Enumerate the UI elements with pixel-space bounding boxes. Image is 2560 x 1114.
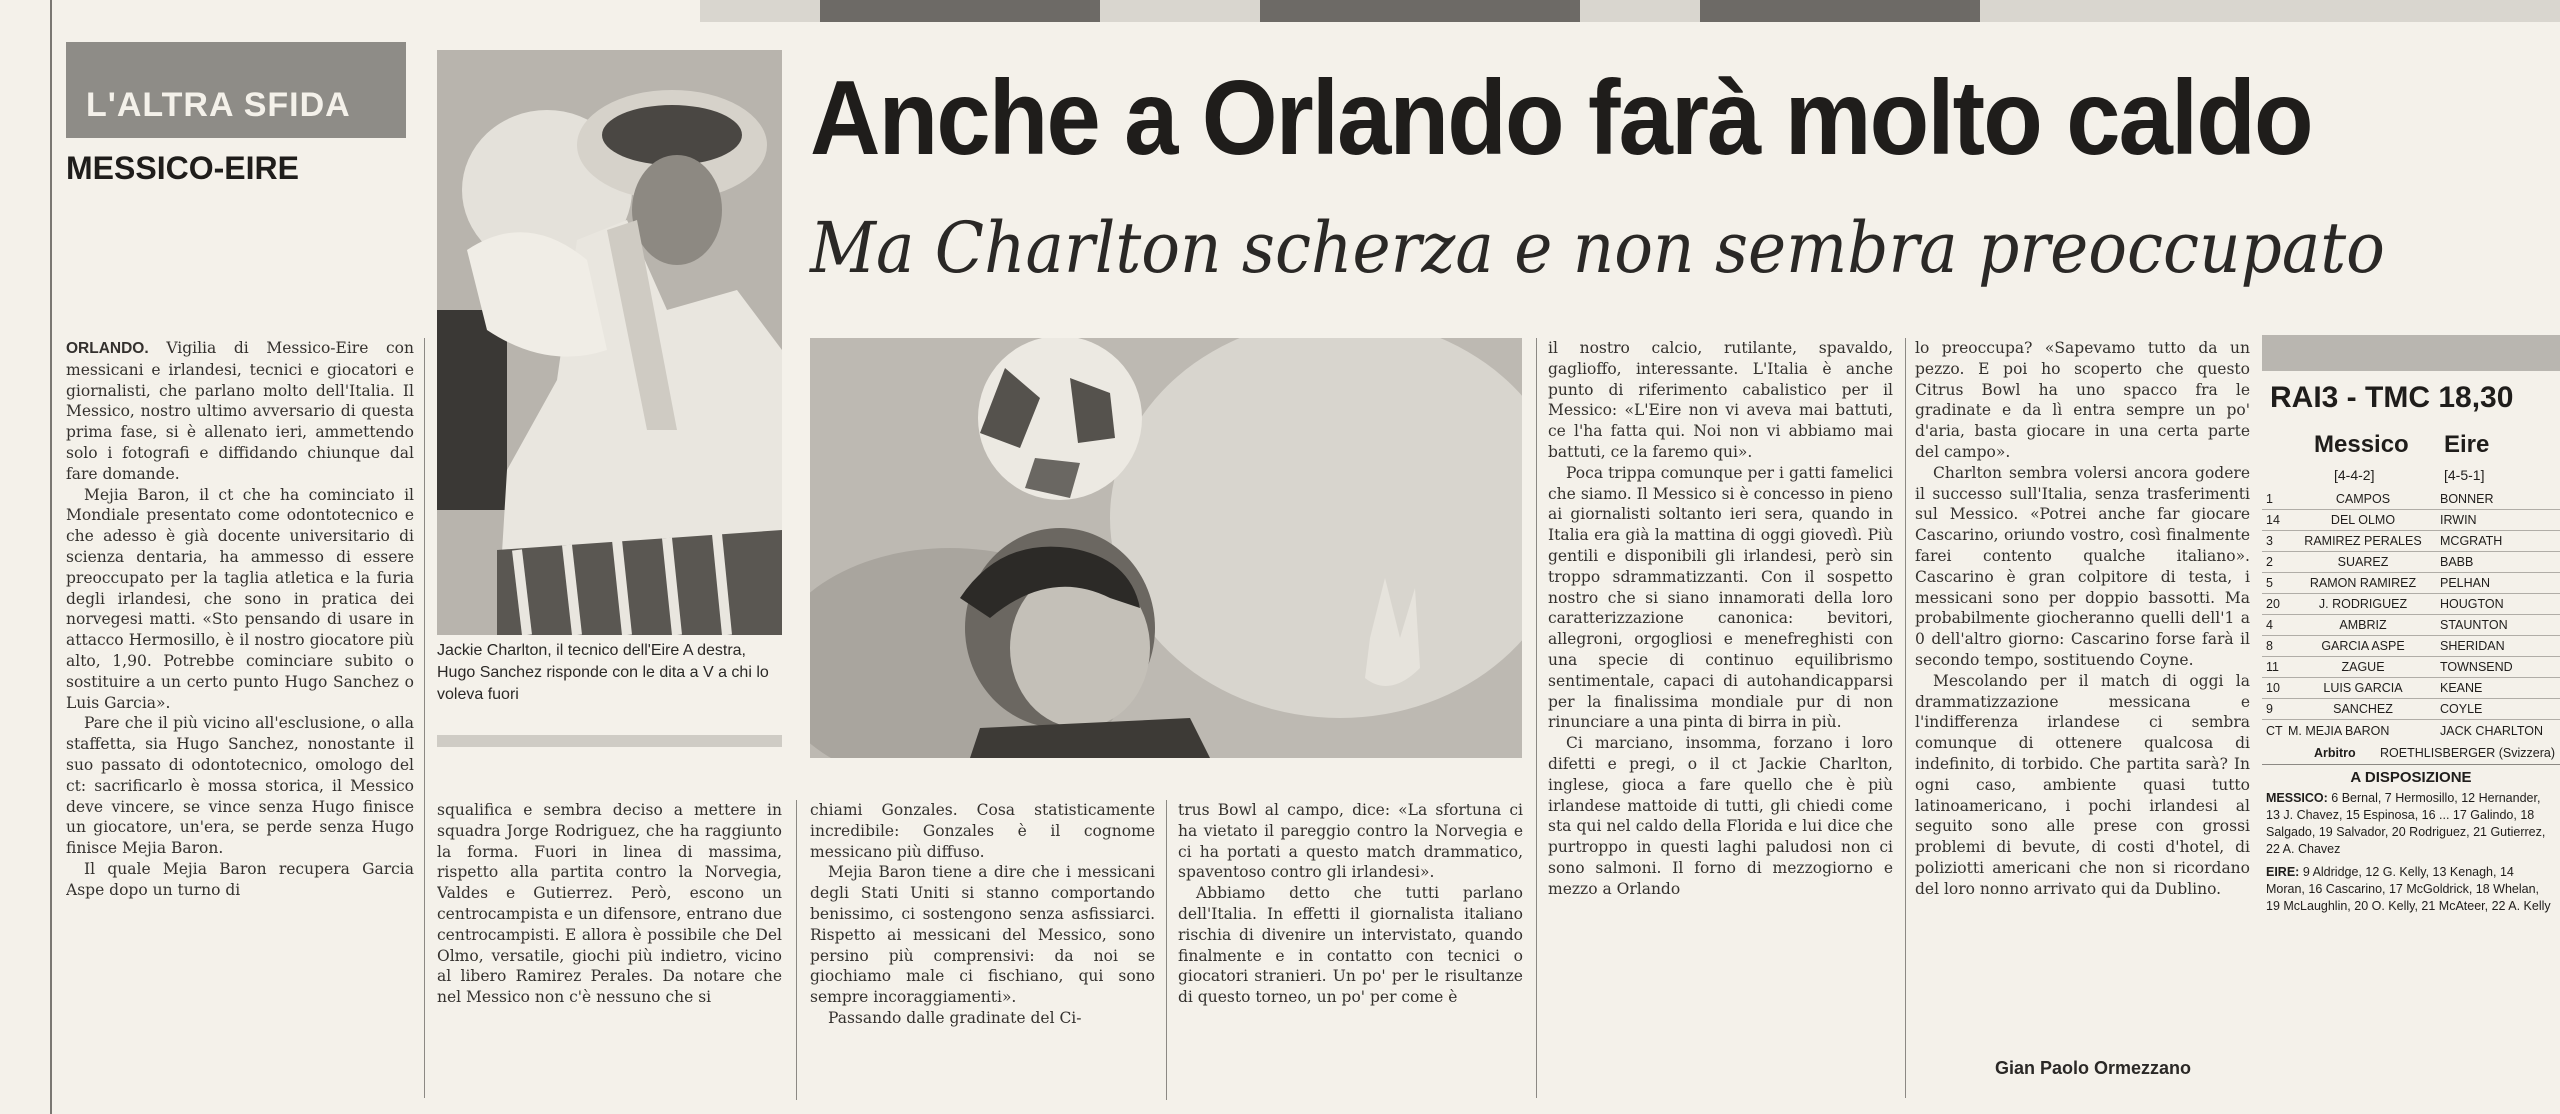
- lineup-row: 2 SUAREZ BABB: [2262, 552, 2560, 573]
- lineup-row: 4 AMBRIZ STAUNTON: [2262, 615, 2560, 636]
- tv-channels-time: RAI3 - TMC 18,30: [2270, 381, 2514, 414]
- article-paragraph: Passando dalle gradinate del Ci-: [828, 1008, 1082, 1027]
- article-column-6: [1915, 338, 2250, 1048]
- team-a-name: Messico: [2314, 431, 2409, 458]
- article-paragraph: Mescolando per il match di oggi la drammatizzazione messicana e l'indifferenza irlandese ci sembra comunque di ottenere qualcosa di indefinito, di torbido. Che partita sarà? In ogni caso, ambiente quasi tutto latinoamericano, i pochi irlandesi al seguito sono alle prese con grossi problemi di bevute, di costi d'hotel, di poliziotti americani che non si ricordano del loro nonno arrivato qui da Dublino.: [1915, 671, 2250, 898]
- caption-separator: [437, 735, 782, 747]
- article-paragraph: lo preoccupa? «Sapevamo tutto da un pezzo. E poi ho scoperto che questo Citrus Bowl ha uno spacco fra le gradinate e da lì entra sempre un po' d'aria, basta giocare in una certa parte del campo».: [1915, 339, 2250, 461]
- reserves-title: A DISPOSIZIONE: [2262, 764, 2560, 790]
- lineup-row: 9 SANCHEZ COYLE: [2262, 699, 2560, 720]
- lineup-row: 8 GARCIA ASPE SHERIDAN: [2262, 636, 2560, 657]
- lineup-row: 20 J. RODRIGUEZ HOUGTON: [2262, 594, 2560, 615]
- referee-label: Arbitro: [2314, 746, 2356, 760]
- article-paragraph: Charlton sembra volersi ancora godere il successo sull'Italia, senza trasferimenti sul Messico. «Potrei anche far giocare Cascarino, oriundo vostro, così finalmente farei contento qualche italiano». Cascarino è gran colpitore di testa, i messicani sono per doppio bassotti. Ma probabilmente giocheranno quelli dell'1 a 0 dell'altro giorno: Cascarino forse farà il secondo tempo, sostituendo Coyne.: [1915, 463, 2250, 669]
- article-column-2: [437, 800, 782, 1100]
- column-rule: [424, 338, 425, 1098]
- article-paragraph: Ci marciano, insomma, forzano i loro difetti e pregi, o il ct Jackie Charlton, inglese, gioca a fare quello che è più irlandese mattoide di tutti, gli chiedi come sta qui nel caldo della Florida e lui dice che purtroppo in questi laghi paludosi non ci sono salmoni. Il forno di mezzogiorno e mezzo a Orlando: [1548, 734, 1893, 898]
- lineup-table: [2262, 489, 2560, 915]
- match-info-box: [2262, 335, 2560, 1055]
- photo-sanchez: [810, 338, 1522, 758]
- column-rule: [1166, 800, 1167, 1100]
- reserves-eire: EIRE: 9 Aldridge, 12 G. Kelly, 13 Kenagh, 14 Moran, 16 Cascarino, 17 McGoldrick, 18 Whelan, 19 McLaughlin, 20 O. Kelly, 21 McAteer, 22 A. Kelly: [2266, 865, 2551, 913]
- photo-caption: Jackie Charlton, il tecnico dell'Eire A destra, Hugo Sanchez risponde con le dita a V a chi lo voleva fuori: [437, 642, 769, 703]
- byline: Gian Paolo Ormezzano: [1995, 1058, 2192, 1078]
- article-column-4: [1178, 800, 1523, 1100]
- coaches-row: [2262, 720, 2560, 742]
- article-paragraph: Pare che il più vicino all'esclusione, o alla staffetta, sia Hugo Sanchez, nonostante il suo passato di odontotecnico, omologo del ct: sacrificarlo è mossa storica, il Messico deve vincere, se vince senza Hugo finisce un giocatore, un'era, se perde senza Hugo finisce Mejia Baron.: [66, 714, 414, 858]
- photo-charlton-image: [437, 50, 782, 635]
- article-paragraph: Il quale Mejia Baron recupera Garcia Aspe dopo un turno di: [66, 859, 414, 899]
- match-label: MESSICO-EIRE: [66, 150, 299, 186]
- top-strip-photo: [1260, 0, 1580, 22]
- subheadline: Ma Charlton scherza e non sembra preoccupato: [810, 207, 2385, 289]
- reserves-mexico: MESSICO: 6 Bernal, 7 Hermosillo, 12 Hernander, 13 J. Chavez, 15 Espinosa, 16 ... 17 Galindo, 18 Salgado, 19 Salvador, 20 Rodriguez, 21 Gutierrez, 22 A. Chavez: [2266, 791, 2546, 856]
- article-paragraph: Mejia Baron tiene a dire che i messicani degli Stati Uniti si stanno comportando benissimo, ci sostengono senza asfissiarci. Rispetto ai messicani del Messico, sono persino più comprensivi: da noi se giochiamo male ci fischiano, qui sono sempre incoraggiamenti».: [810, 863, 1155, 1007]
- coach-b: JACK CHARLTON: [2440, 724, 2544, 738]
- coach-a: M. MEJIA BARON: [2288, 724, 2390, 738]
- team-a-formation: [4-4-2]: [2334, 467, 2375, 483]
- photo-charlton: [437, 50, 782, 635]
- lineup-row: 3 RAMIREZ PERALES MCGRATH: [2262, 531, 2560, 552]
- article-paragraph: chiami Gonzales. Cosa statisticamente incredibile: Gonzales è il cognome messicano più diffuso.: [810, 801, 1155, 861]
- article-paragraph: Abbiamo detto che tutti parlano dell'Italia. In effetti il giornalista italiano rischia di divenire un intervistato, quando finalmente e in contatto con tecnici o giocatori stranieri. Un po' per le risultanze di questo torneo, un po' per come è: [1178, 884, 1523, 1007]
- article-column-1: [66, 338, 414, 1098]
- article-paragraph: ORLANDO. Vigilia di Messico-Eire con messicani e irlandesi, tecnici e giocatori e giornalisti, che parlano molto dell'Italia. Il Messico, nostro ultimo avversario di questa prima fase, si è allenato ieri, ammettendo solo i fotografi e diffidando chiunque dal fare domande.: [66, 339, 414, 483]
- column-rule: [1536, 338, 1537, 1098]
- referee-name: ROETHLISBERGER (Svizzera): [2380, 746, 2556, 760]
- article-paragraph: il nostro calcio, rutilante, spavaldo, gaglioffo, interessante. L'Italia è anche punto di riferimento cabalistico per il Messico: «L'Eire non vi aveva mai battuti, ce l'ha fatta qui. Noi non vi abbiamo mai battuti, ce la faremo qui».: [1548, 339, 1893, 461]
- lineup-row: 14 DEL OLMO IRWIN: [2262, 510, 2560, 531]
- top-strip-photo: [1700, 0, 1980, 22]
- section-kicker: [66, 42, 406, 138]
- top-photo-strip: [700, 0, 2560, 22]
- article-column-3: [810, 800, 1155, 1100]
- referee-row: [2262, 742, 2560, 764]
- lineup-row: 10 LUIS GARCIA KEANE: [2262, 678, 2560, 699]
- kicker-label: L'ALTRA SFIDA: [86, 86, 351, 124]
- lineup-row: 5 RAMON RAMIREZ PELHAN: [2262, 573, 2560, 594]
- column-rule: [1905, 338, 1906, 1098]
- box-header-bar: [2262, 335, 2560, 371]
- headline: Anche a Orlando farà molto caldo: [810, 59, 2312, 177]
- article-paragraph: Mejia Baron, il ct che ha cominciato il Mondiale presentato come odontotecnico e che adesso è già docente universitario di scienza dentaria, ha ammesso di essere preoccupato per la taglia atletica e la furia degli irlandesi, che sono in pratica dei norvegesi matti. «Sto pensando di usare in attacco Hermosillo, è il nostro giocatore più alto, 1,90. Potrebbe cominciare subito o sostituire a un certo punto Hugo Sanchez o Luis Garcia».: [66, 485, 414, 712]
- article-column-5: [1548, 338, 1893, 1098]
- top-strip-photo: [820, 0, 1100, 22]
- lineup-row: 11 ZAGUE TOWNSEND: [2262, 657, 2560, 678]
- photo-sanchez-image: [810, 338, 1522, 758]
- column-rule: [796, 800, 797, 1100]
- team-b-name: Eire: [2444, 431, 2490, 458]
- article-paragraph: Poca trippa comunque per i gatti famelici che siamo. Il Messico si è concesso in pieno ai giornalisti soltanto ieri sera, quando in Italia era già la mattina di oggi giovedì. Più gentili e disponibili gli irlandesi, però sin troppo sdrammatizzanti. Con il sospetto nostro che si siano innamorati della loro caratterizzazione canonica: bevitori, allegroni, orgogliosi e menefreghisti con una specie di continuo equilibrismo sentimentale, capaci di autohandicapparsi per la finalissima mondiale pur di non rinunciare a una pinta di birra in più.: [1548, 463, 1893, 732]
- article-paragraph: trus Bowl al campo, dice: «La sfortuna ci ha vietato il pareggio contro la Norvegia e ci ha portati a questo match drammatico, spaventoso contro gli irlandesi».: [1178, 801, 1523, 882]
- left-margin-rule: [50, 0, 52, 1114]
- team-b-formation: [4-5-1]: [2444, 467, 2485, 483]
- lineup-row: 1 CAMPOS BONNER: [2262, 489, 2560, 510]
- coach-label: CT: [2266, 724, 2283, 738]
- article-paragraph: squalifica e sembra deciso a mettere in squadra Jorge Rodriguez, che ha raggiunto la forma. Fuori in linea di massima, rispetto alla partita contro la Norvegia, Valdes e Gutierrez. Però, escono un centrocampista e un difensore, entrano due centrocampisti. E allora è possibile che Del Olmo, versatile, giochi più indietro, vicino al libero Ramirez Perales. Da notare che nel Messico non c'è nessuno che si: [437, 801, 782, 1007]
- dateline: ORLANDO.: [66, 340, 149, 357]
